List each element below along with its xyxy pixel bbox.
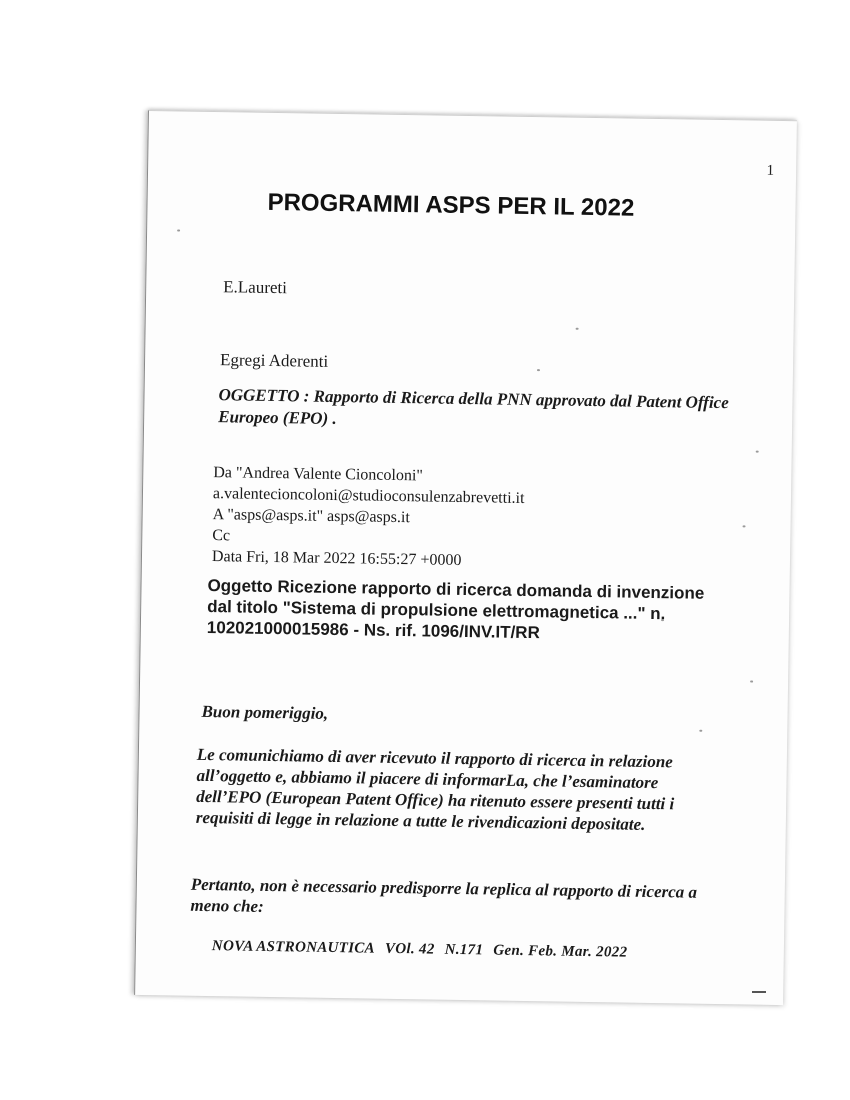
email-subject: Oggetto Ricezione rapporto di ricerca domanda di invenzione dal titolo "Sistema di propulsione elettromagnetica ..." n. 102021000015986 - Ns. rif. 1096/INV.IT/RR xyxy=(206,575,705,643)
footer-issue: N.171 xyxy=(444,941,484,959)
body-paragraph-1: Le comunichiamo di aver ricevuto il rapporto di ricerca in relazione all’oggetto e, abbiamo il piacere di informarLa, che l’esaminatore dell’EPO (European Patent Office) ha ritenuto essere presenti tutti i requisiti di legge in relazione a tutte le rivendicazioni depositate. xyxy=(195,744,675,834)
author: E.Laureti xyxy=(223,277,288,298)
scan-specks xyxy=(149,111,797,121)
salutation: Egregi Aderenti xyxy=(219,350,329,371)
email-to: A "asps@asps.it" asps@asps.it xyxy=(212,506,410,527)
email-from-address: a.valentecioncoloni@studioconsulenzabrevetti.it xyxy=(212,485,525,507)
scan-edge-mark xyxy=(752,991,766,993)
page-title: PROGRAMMI ASPS PER IL 2022 xyxy=(267,188,635,222)
letter-subject: OGGETTO : Rapporto di Ricerca della PNN approvato dal Patent Office Europeo (EPO) . xyxy=(218,385,729,429)
footer-journal: NOVA ASTRONAUTICA xyxy=(211,938,376,957)
footer-volume: VOl. 42 xyxy=(384,940,435,958)
page-content xyxy=(135,111,797,1005)
email-from: Da "Andrea Valente Cioncoloni" xyxy=(213,464,424,485)
document-page xyxy=(134,110,797,1005)
journal-footer xyxy=(212,938,634,962)
page-number: 1 xyxy=(766,162,775,179)
email-header xyxy=(212,462,754,575)
body-paragraph-2: Pertanto, non è necessario predisporre la replica al rapporto di ricerca a meno che: xyxy=(190,874,698,916)
greeting: Buon pomeriggio, xyxy=(201,701,329,723)
email-cc: Cc xyxy=(212,527,231,545)
footer-period: Gen. Feb. Mar. 2022 xyxy=(493,942,628,961)
email-date: Data Fri, 18 Mar 2022 16:55:27 +0000 xyxy=(211,548,462,569)
